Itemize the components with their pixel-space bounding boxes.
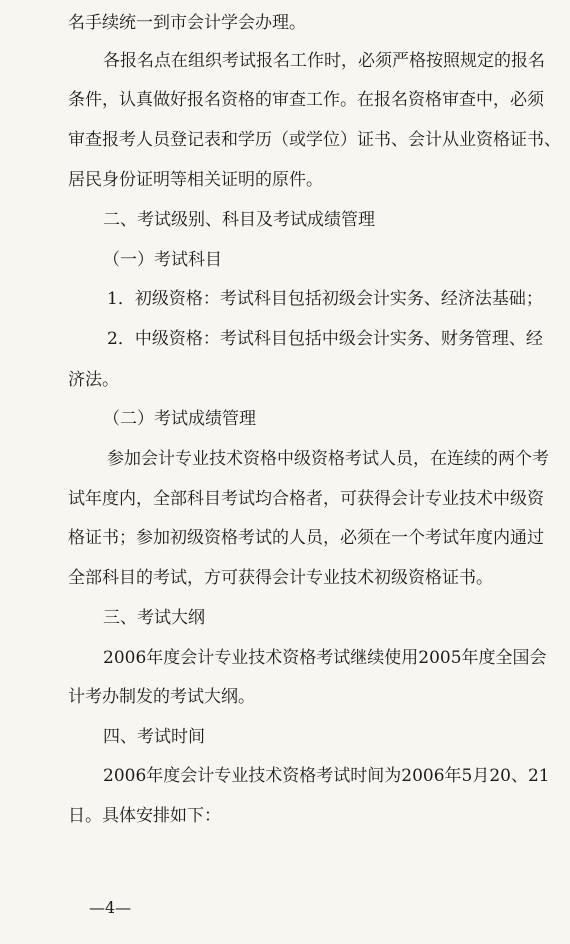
text-line-3: 条件，认真做好报名资格的审查工作。在报名资格审查中，必须	[68, 90, 544, 110]
text-line-5: 居民身份证明等相关证明的原件。	[68, 170, 323, 190]
subsection-heading-2: （二）考试成绩管理	[103, 409, 256, 429]
page-number: —4—	[89, 898, 132, 917]
list-item-1: 1．初级资格：考试科目包括初级会计实务、经济法基础；	[107, 289, 543, 309]
text-line-18: 计考办制发的考试大纲。	[68, 687, 255, 707]
text-line-2: 各报名点在组织考试报名工作时，必须严格按照规定的报名	[103, 51, 545, 71]
section-heading-4: 四、考试时间	[103, 727, 205, 747]
list-item-2-continued: 济法。	[68, 370, 119, 390]
text-line-4: 审查报考人员登记表和学历（或学位）证书、会计从业资格证书、	[68, 130, 561, 150]
section-heading-3: 三、考试大纲	[103, 608, 205, 628]
text-line-14: 格证书；参加初级资格考试的人员，必须在一个考试年度内通过	[68, 528, 544, 548]
text-line-15: 全部科目的考试，方可获得会计专业技术初级资格证书。	[68, 568, 493, 588]
subsection-heading-1: （一）考试科目	[103, 250, 222, 270]
text-line-21: 日。具体安排如下：	[68, 806, 221, 826]
text-line-1: 名手续统一到市会计学会办理。	[68, 13, 306, 33]
section-heading-2: 二、考试级别、科目及考试成绩管理	[103, 210, 375, 230]
text-line-12: 参加会计专业技术资格中级资格考试人员，在连续的两个考	[107, 449, 549, 469]
text-line-20: 2006年度会计专业技术资格考试时间为2006年5月20、21	[103, 766, 550, 786]
text-line-13: 试年度内，全部科目考试均合格者，可获得会计专业技术中级资	[68, 489, 544, 509]
text-line-17: 2006年度会计专业技术资格考试继续使用2005年度全国会	[103, 648, 547, 668]
list-item-2: 2．中级资格：考试科目包括中级会计实务、财务管理、经	[107, 329, 543, 349]
